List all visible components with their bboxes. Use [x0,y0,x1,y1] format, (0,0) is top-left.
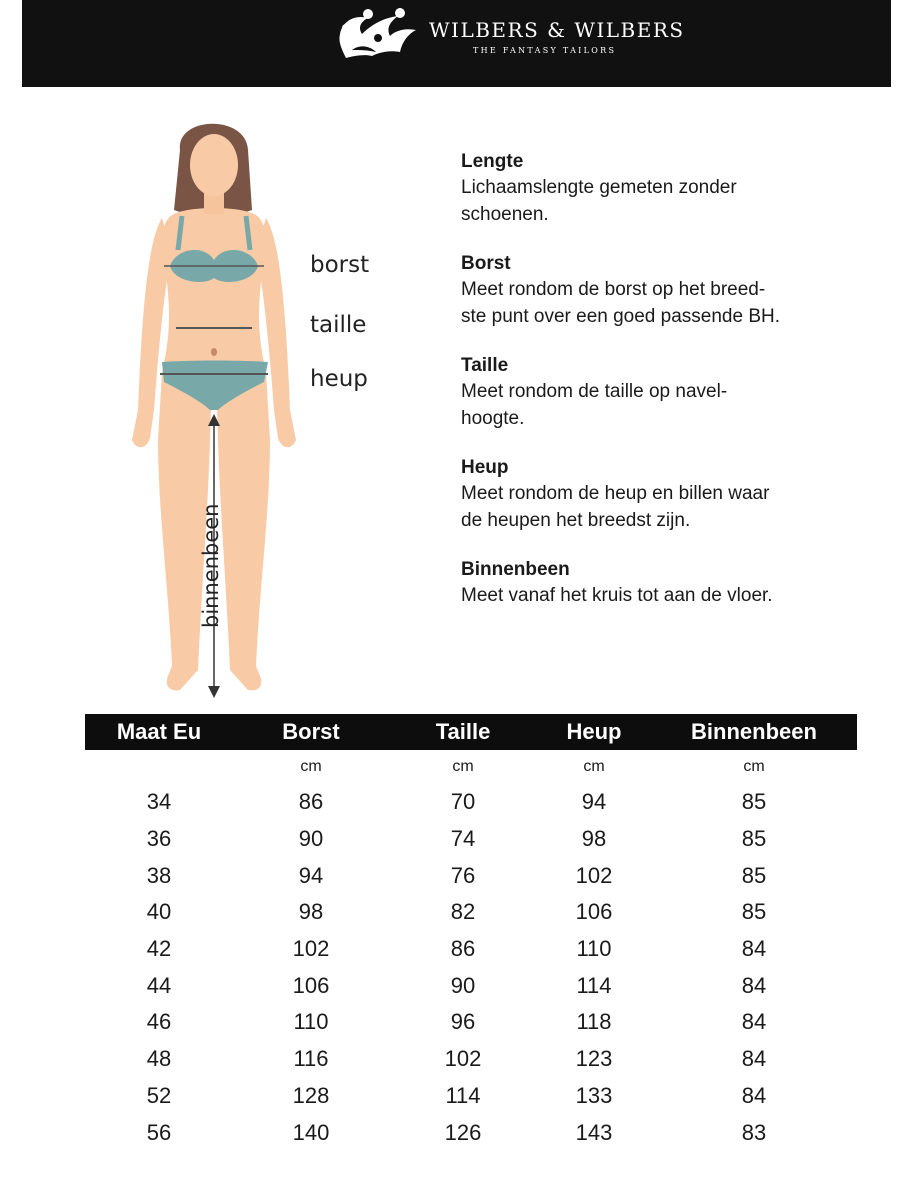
table-cell: 84 [741,1082,767,1108]
table-cell: 74 [450,826,476,852]
desc-taille [461,354,881,432]
desc-text: Meet rondom de taille op navel- hoogte. [461,381,728,429]
table-cell: 114 [445,1082,481,1108]
table-cell: 98 [298,899,324,925]
header-borst: Borst [233,714,389,750]
table-cell: 90 [450,972,476,998]
table-cell: 143 [575,1119,613,1145]
brand-tagline: THE FANTASY TAILORS [473,46,617,55]
table-cell: 116 [293,1046,329,1072]
unit-cell: cm [452,758,474,775]
table-cell: 85 [741,862,767,888]
table-cell: 44 [146,972,172,998]
table-row [85,931,857,968]
table-cell: 38 [146,862,172,888]
table-cell: 94 [298,862,324,888]
desc-title: Binnenbeen [461,559,570,580]
label-borst: borst [310,252,370,278]
unit-cell: cm [300,758,322,775]
table-cell: 102 [292,936,330,962]
table-cell: 106 [575,899,613,925]
jester-hat-icon [320,4,420,62]
table-cell: 76 [450,862,476,888]
table-cell: 123 [575,1046,613,1072]
table-cell: 84 [741,1046,767,1072]
desc-borst [461,252,881,330]
table-row [85,967,857,1004]
table-cell: 140 [292,1119,330,1145]
table-cell: 102 [444,1046,482,1072]
table-cell: 36 [146,826,172,852]
table-row [85,1114,857,1151]
table-cell: 84 [741,1009,767,1035]
table-cell: 86 [298,789,324,815]
table-cell: 56 [146,1119,172,1145]
table-cell: 114 [576,972,612,998]
table-row [85,1078,857,1115]
table-cell: 82 [450,899,476,925]
table-cell: 48 [146,1046,172,1072]
table-row [85,821,857,858]
table-row [85,857,857,894]
table-cell: 84 [741,936,767,962]
table-cell: 110 [293,1009,329,1035]
label-heup: heup [310,366,368,392]
table-cell: 85 [741,899,767,925]
unit-row [85,750,857,784]
table-cell: 84 [741,972,767,998]
table-cell: 110 [576,936,612,962]
table-row [85,1041,857,1078]
table-cell: 70 [450,789,476,815]
header-heup: Heup [537,714,651,750]
table-cell: 96 [450,1009,476,1035]
label-binnenbeen: binnenbeen [199,503,223,628]
table-cell: 106 [292,972,330,998]
header-binnenbeen: Binnenbeen [651,714,857,750]
table-cell: 128 [292,1082,330,1108]
desc-title: Lengte [461,151,524,172]
header-maat: Maat Eu [85,714,233,750]
table-cell: 85 [741,789,767,815]
table-cell: 52 [146,1082,172,1108]
table-cell: 94 [581,789,607,815]
desc-text: Lichaamslengte gemeten zonder schoenen. [461,177,737,225]
desc-title: Borst [461,253,511,274]
desc-title: Heup [461,457,509,478]
table-cell: 118 [576,1009,612,1035]
table-cell: 46 [146,1009,172,1035]
table-header-row [85,714,857,750]
table-cell: 34 [146,789,172,815]
desc-text: Meet rondom de borst op het breed- ste punt over een goed passende BH. [461,279,781,327]
header-taille: Taille [389,714,537,750]
table-cell: 83 [741,1119,767,1145]
size-table [85,714,857,1151]
label-taille: taille [310,312,367,338]
desc-lengte [461,150,881,228]
table-cell: 98 [581,826,607,852]
table-row [85,784,857,821]
table-body [85,750,857,1151]
desc-text: Meet vanaf het kruis tot aan de vloer. [461,585,773,606]
table-cell: 102 [575,862,613,888]
table-cell: 40 [146,899,172,925]
header-bar [22,0,891,87]
table-row [85,894,857,931]
measurement-descriptions [461,150,881,633]
table-cell: 133 [575,1082,613,1108]
desc-title: Taille [461,355,509,376]
table-cell: 90 [298,826,324,852]
desc-binnenbeen [461,558,881,609]
unit-cell: cm [743,758,765,775]
unit-cell: cm [583,758,605,775]
desc-text: Meet rondom de heup en billen waar de heupen het breedst zijn. [461,483,770,531]
table-cell: 85 [741,826,767,852]
table-cell: 42 [146,936,172,962]
unit-cell [85,750,233,784]
table-cell: 86 [450,936,476,962]
desc-heup [461,456,881,534]
table-row [85,1004,857,1041]
brand-name: WILBERS & WILBERS [429,18,685,42]
table-cell: 126 [444,1119,482,1145]
